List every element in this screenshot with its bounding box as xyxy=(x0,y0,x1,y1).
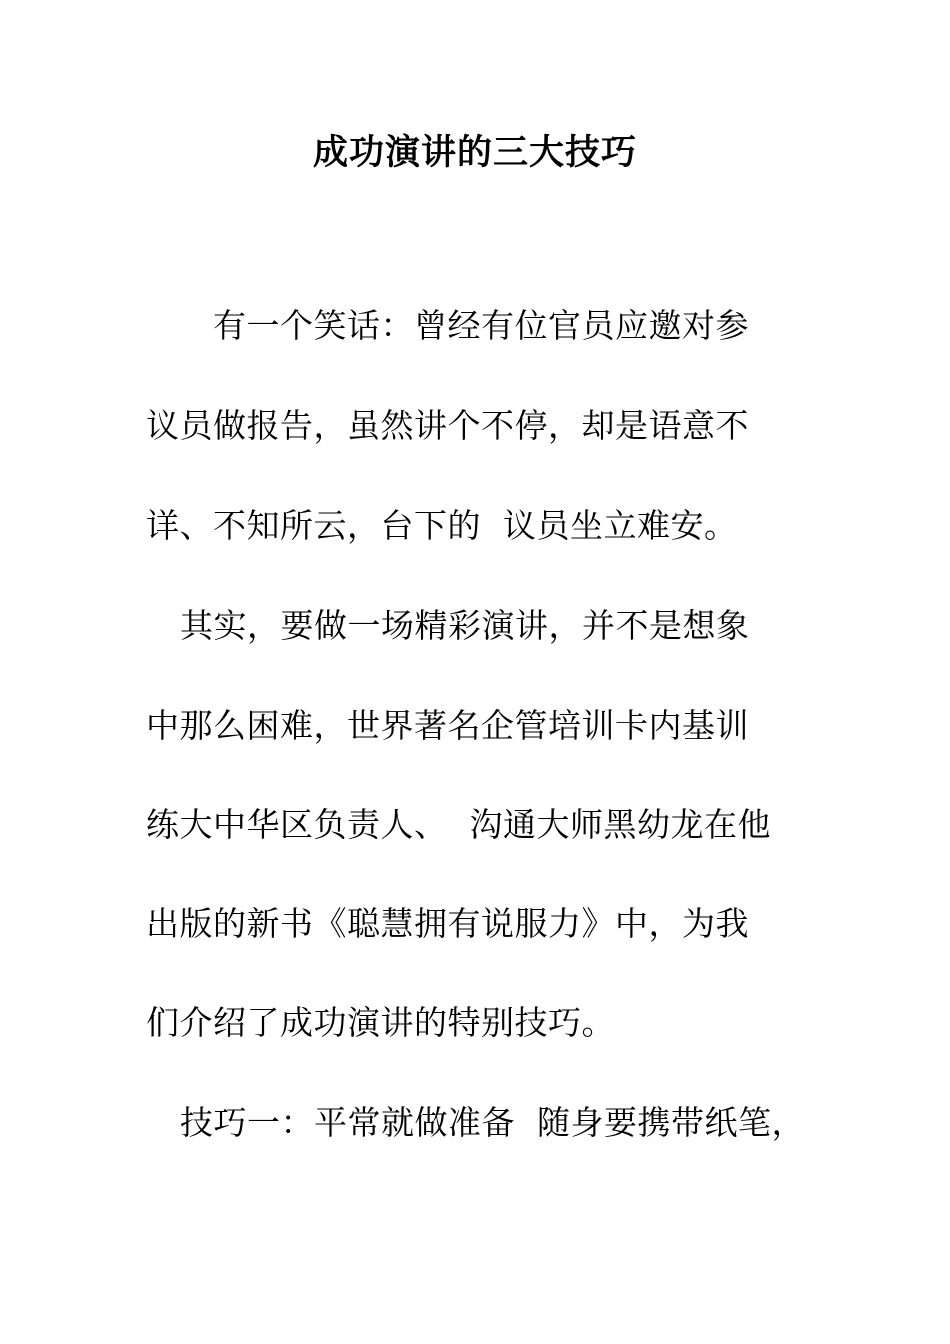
document-title: 成功演讲的三大技巧 xyxy=(312,132,637,173)
paragraph-line: 其实，要做一场精彩演讲，并不是想象 xyxy=(180,606,750,645)
paragraph-line: 练大中华区负责人、 沟通大师黑幼龙在他 xyxy=(146,805,771,844)
paragraph-line: 议员做报告，虽然讲个不停，却是语意不 xyxy=(146,406,749,445)
paragraph-line: 详、不知所云，台下的 议员坐立难安。 xyxy=(146,506,738,545)
paragraph-line: 技巧一：平常就做准备 随身要携带纸笔， xyxy=(180,1103,805,1142)
paragraph-line: 出版的新书《聪慧拥有说服力》中，为我 xyxy=(146,904,749,943)
paragraph-line: 们介绍了成功演讲的特别技巧。 xyxy=(146,1003,615,1042)
paragraph-line: 中那么困难，世界著名企管培训卡内基训 xyxy=(146,706,749,745)
paragraph-line: 有一个笑话：曾经有位官员应邀对参 xyxy=(213,306,749,345)
